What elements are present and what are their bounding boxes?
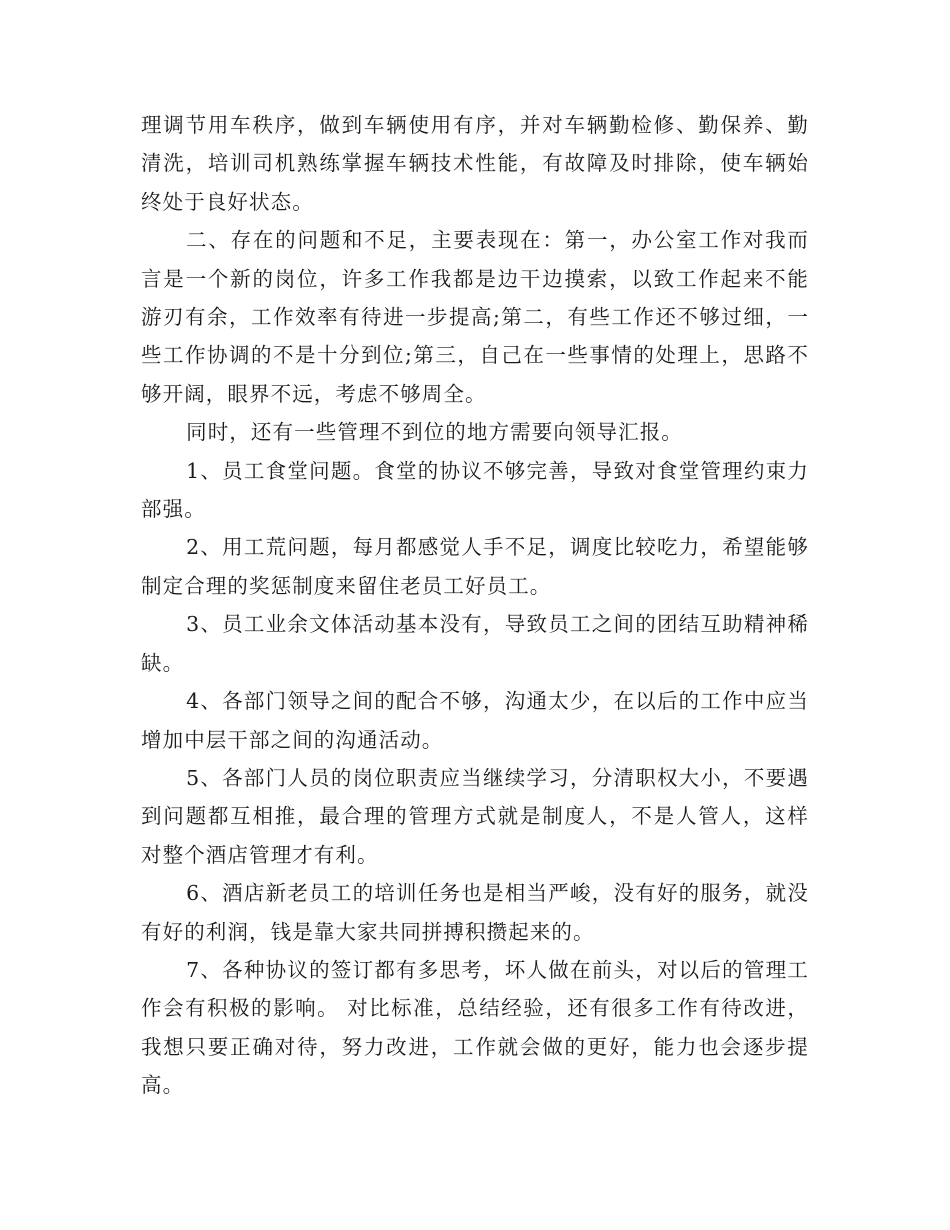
paragraph-8: 5、各部门人员的岗位职责应当继续学习，分清职权大小，不要遇到问题都互相推，最合理的管理方式就是制度人，不是人管人，这样对整个酒店管理才有利。 xyxy=(141,765,809,867)
paragraph-6: 3、员工业余文体活动基本没有，导致员工之间的团结互助精神稀缺。 xyxy=(141,612,809,675)
paragraph-4: 1、员工食堂问题。食堂的协议不够完善，导致对食堂管理约束力部强。 xyxy=(141,458,809,522)
paragraph-1: 理调节用车秩序，做到车辆使用有序，并对车辆勤检修、勤保养、勤清洗，培训司机熟练掌握车辆技术性能，有故障及时排除，使车辆始终处于良好状态。 xyxy=(141,113,809,214)
paragraph-3: 同时，还有一些管理不到位的地方需要向领导汇报。 xyxy=(186,420,683,445)
paragraph-7: 4、各部门领导之间的配合不够，沟通太少，在以后的工作中应当增加中层干部之间的沟通活动。 xyxy=(141,689,809,752)
paragraph-10: 7、各种协议的签订都有多思考，坏人做在前头，对以后的管理工作会有积极的影响。 对比标准，总结经验，还有很多工作有待改进，我想只要正确对待，努力改进，工作就会做的更好，能力也会逐步提高。 xyxy=(141,957,809,1098)
paragraph-5: 2、用工荒问题，每月都感觉人手不足，调度比较吃力，希望能够制定合理的奖惩制度来留住老员工好员工。 xyxy=(141,535,809,598)
paragraph-9: 6、酒店新老员工的培训任务也是相当严峻，没有好的服务，就没有好的利润，钱是靠大家共同拼搏积攒起来的。 xyxy=(141,881,809,944)
paragraph-2: 二、存在的问题和不足，主要表现在：第一，办公室工作对我而言是一个新的岗位，许多工作我都是边干边摸索，以致工作起来不能游刃有余，工作效率有待进一步提高;第二，有些工作还不够过细，一些工作协调的不是十分到位;第三，自己在一些事情的处理上，思路不够开阔，眼界不远，考虑不够周全。 xyxy=(141,228,809,406)
document-body xyxy=(141,106,809,1105)
